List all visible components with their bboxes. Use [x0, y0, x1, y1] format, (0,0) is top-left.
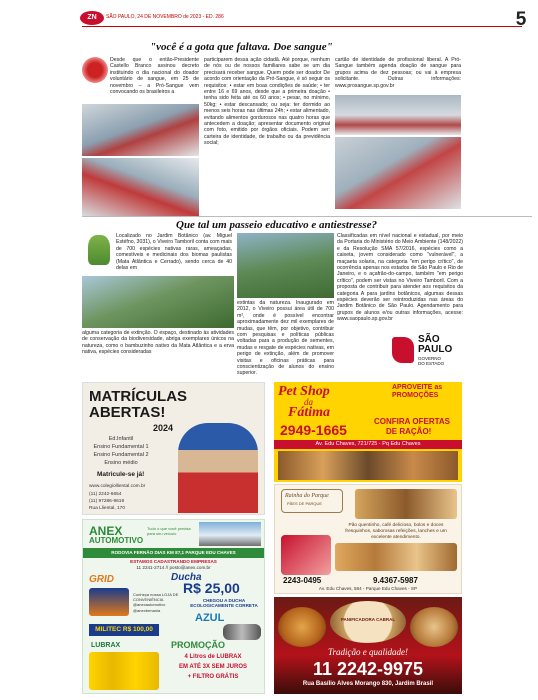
ad-anex — [82, 519, 265, 694]
panificadora-logo — [330, 601, 406, 643]
bakery-phone1: 2243-0495 — [283, 576, 322, 585]
anex-route: RODOVIA FERNÃO DIAS KM 87,1 PARQUE EDU CHAVES — [83, 548, 264, 558]
anex-lubrax: LUBRAX — [91, 642, 121, 649]
article1-col1: Desde que o então-Presidente Castello Branco assinou decreto instituindo o dia nacional do doador voluntário de sangue, em 25 de novembro – a Pró-Sangue vem convocando os brasileiros a — [110, 57, 199, 96]
sp-logo-line1: SÃO — [418, 334, 440, 345]
blood-drop-illustration — [82, 57, 108, 83]
pet-promo2: PROMOÇÕES — [392, 392, 439, 399]
article1-col3: cartão de identidade de profissional liberal. A Pró-Sangue também agenda doação de sangue para grupos acima de dez pessoas; ou vai à empresa solicitante. Outras informações: www.prosangue.sp.gov.br — [335, 57, 461, 89]
school-cta: Matricule-se já! — [97, 471, 145, 478]
school-headline2: ABERTAS! — [89, 404, 166, 421]
anex-lubrax-products — [89, 652, 159, 690]
anex-ducha: Ducha — [171, 572, 202, 583]
article2-col3: Classificadas em nível nacional e estadual, por meio da Portaria do Ministério do Meio Ambiente (148/2022) e da Resolução SMA 57/2016, espécies como a caixeta, jovem considerado como "vulnerável", a maçaeta solaria, na categoria "em perigo crítico", de ocorrência apenas nos estados de São Paulo e Rio de Janeiro, e o açafrão-do-campo, também "em perigo crítico", podem ser vistas no Viveiro Tamboril. Com a proposta de contribuir para atender aos requisitos da categoria A para jardins botânicos, algumas dessas espécies deverão ser reintroduzidas nas áreas do Jardim Botânico de São Paulo. Agendamento para grupos de alunos e/ou outras informações, acesse: www.saopaulo.sp.gov.br — [337, 233, 463, 323]
anex-oil-product — [89, 588, 129, 616]
pet-phone: 2949-1665 — [280, 422, 347, 438]
article1-col2: participarem dessa ação cidadã. Até porque, nenhum de nós ou de nossos familiares sabe se um dia precisará receber sangue. Quem pode ser doador De acordo com orientação da Pró-Sangue, é só seguir os requisitos: • estar em boas condições de saúde; • ter entre 16 e 69 anos, desde que a primeira doação • tenha sido feita até os 60 anos; • pesar, no mínimo, 50kg; • estar descansado; ou seja: ter dormido ao menos seis horas nas últimas 24h; • estar alimentado, evitando alimentos gordurosos nas quatro horas que antecedem a doação; apresentar documento original com foto, emitido por órgãos oficiais. Podem ser: carteira de identidade, de trabalho ou da previdência social; — [204, 57, 330, 147]
bakery-text: Pão quentinho, café delicioso, bolos e doces fresquinhos, saborosas refeições, lanches e um excelente atendimento. — [345, 523, 447, 540]
anex-promo-line2: EM ATÉ 3X SEM JUROS — [178, 664, 247, 670]
pet-address: Av. Edu Chaves, 721/725 - Pq Edu Chaves — [274, 440, 462, 449]
anex-social1[interactable]: @anexautomotivo — [133, 602, 166, 607]
ad-bakery — [274, 484, 462, 594]
greenhouse-photo-2 — [82, 276, 234, 328]
school-year: 2024 — [153, 423, 174, 433]
bakery-photo-3 — [335, 543, 457, 571]
school-headline1: MATRÍCULAS — [89, 388, 188, 405]
panificadora-phone: 11 2242-9975 — [312, 659, 424, 679]
pizza-photo-1 — [278, 607, 326, 647]
anex-slogan: Tudo o que você precisa para seu veículo — [147, 526, 191, 536]
school-site[interactable]: www.colegiolliental.com.br — [89, 484, 146, 489]
plant-mascot-illustration — [88, 235, 110, 265]
donation-photo-1 — [82, 104, 199, 156]
page-number: 5 — [515, 9, 527, 30]
section-divider — [82, 216, 532, 217]
ad-petshop — [274, 382, 462, 482]
anex-social2[interactable]: @anexbrmania — [133, 608, 161, 613]
article2-col2: extintas da natureza. Inaugurado em 2012, o Viveiro possui área útil de 700 m², onde é possível encontrar aproximadamente dez mil exemplares de mudas, que têm, por objetivo, contribuir com pesquisas e políticas públicas voltadas para a produção de sementes, mudas e resgate de espécies nativas, em perigo de extinção, além de promover visitas e oficinas práticas para conscientização de alunos do ensino superior. — [237, 300, 334, 377]
donation-photo-3 — [335, 95, 461, 135]
pizza-photo-2 — [410, 607, 458, 647]
anex-brand2: AUTOMOTIVO — [89, 536, 144, 545]
bakery-address: Av. Edu Chaves, 584 - Parque Edu Chaves - SP — [318, 586, 418, 591]
student-photo — [178, 423, 258, 513]
article2-col1b: alguma categoria de extinção. O espaço, destinado às atividades de conservação da biodiversidade, abriga exemplares únicos na natureza, como o bambuzinho nativo da Mata Atlântica e a erva nativa, espécies consideradas — [82, 330, 234, 356]
school-level: Ensino Fundamental 1 — [93, 444, 149, 450]
pet-name1: Pet Shop — [278, 384, 330, 399]
pet-offer2: DE RAÇÃO! — [386, 427, 432, 436]
header-rule — [82, 26, 522, 27]
pet-offer1: CONFIRA OFERTAS — [374, 417, 450, 426]
article2-col1a: Localizado no Jardim Botânico (av. Miguel Estéfno, 3031), o Viveiro Tamboril conta com mais de 700 espécies nativas raras, ameaçadas, comestíveis e medicinais dos biomas paulistas (Mata Atlântica e Cerrado), sendo cerca de 40 delas em — [116, 233, 232, 272]
school-levels — [91, 435, 151, 467]
school-address: Rua Lliental, 170 — [89, 506, 126, 511]
anex-militec: MILITEC R$ 100,00 — [89, 624, 159, 636]
greenhouse-photo-1 — [237, 233, 334, 298]
sp-logo-line2: PAULO — [418, 344, 453, 355]
anex-eco: CHEGOU A DUCHA ECOLOGICAMENTE CORRETA — [190, 598, 258, 608]
bakery-photo-2 — [281, 535, 331, 575]
pet-promo1: APROVEITE as — [392, 384, 443, 391]
pet-name2: da — [304, 397, 313, 407]
donation-photo-2 — [82, 158, 199, 216]
ad-school — [82, 382, 265, 515]
school-level: Ed.Infantil — [108, 436, 134, 442]
panificadora-slogan: Tradição e qualidade! — [328, 647, 408, 657]
article1-title: "você é a gota que faltava. Doe sangue" — [150, 41, 333, 53]
panificadora-brand: PANIFICADORA CABRAL — [340, 617, 396, 622]
ad-panificadora — [274, 597, 462, 694]
article2-title: Que tal um passeio educativo e antiestresse? — [176, 219, 378, 231]
newspaper-logo: ZN — [80, 11, 104, 25]
donation-photo-4 — [335, 137, 461, 209]
anex-promo-line3: + FILTRO GRÁTIS — [187, 674, 239, 680]
anex-car-photo — [223, 624, 261, 640]
anex-price: R$ 25,00 — [183, 580, 240, 596]
pet-name3: Fátima — [288, 405, 331, 420]
anex-promo: PROMOÇÃO — [171, 640, 225, 650]
sp-emblem — [392, 337, 414, 363]
bakery-name: Rainha do Parque — [285, 493, 329, 499]
school-phone1: (11) 2242-6654 — [89, 492, 122, 497]
anex-station-photo — [199, 522, 261, 546]
school-level: Ensino médio — [104, 460, 138, 466]
pet-products-photo — [278, 451, 458, 480]
panificadora-address: Rua Basílio Alves Morango 830, Jardim Brasil — [302, 681, 434, 687]
anex-contact: 11 2241-2714 // posto@anex.com.br — [136, 565, 211, 570]
anex-azul: AZUL — [195, 612, 225, 624]
sp-logo-line4: DO ESTADO — [418, 361, 445, 366]
anex-promo-line1: 4 Litros de LUBRAX — [184, 654, 242, 660]
bakery-subtitle: PÃES DE PARQUE — [287, 501, 323, 506]
school-level: Ensino Fundamental 2 — [93, 452, 149, 458]
page-header — [82, 9, 532, 32]
bakery-photo-1 — [355, 489, 457, 519]
anex-registered: ESTAMOS CADASTRANDO EMPRESAS — [130, 559, 217, 564]
bakery-phone2: 9.4367-5987 — [373, 576, 418, 585]
anex-brand1: ANEX — [89, 524, 123, 538]
anex-store: Conheça nossa LOJA DE CONVENIÊNCIA — [133, 592, 179, 602]
sao-paulo-logo — [392, 335, 462, 367]
school-phone2: (11) 97286-9619 — [89, 499, 125, 504]
anex-grid: GRID — [89, 574, 114, 585]
publication-line: SÃO PAULO, 24 DE NOVEMBRO de 2023 - ED. 286 — [106, 14, 224, 20]
sp-logo-line3: GOVERNO — [418, 356, 442, 361]
